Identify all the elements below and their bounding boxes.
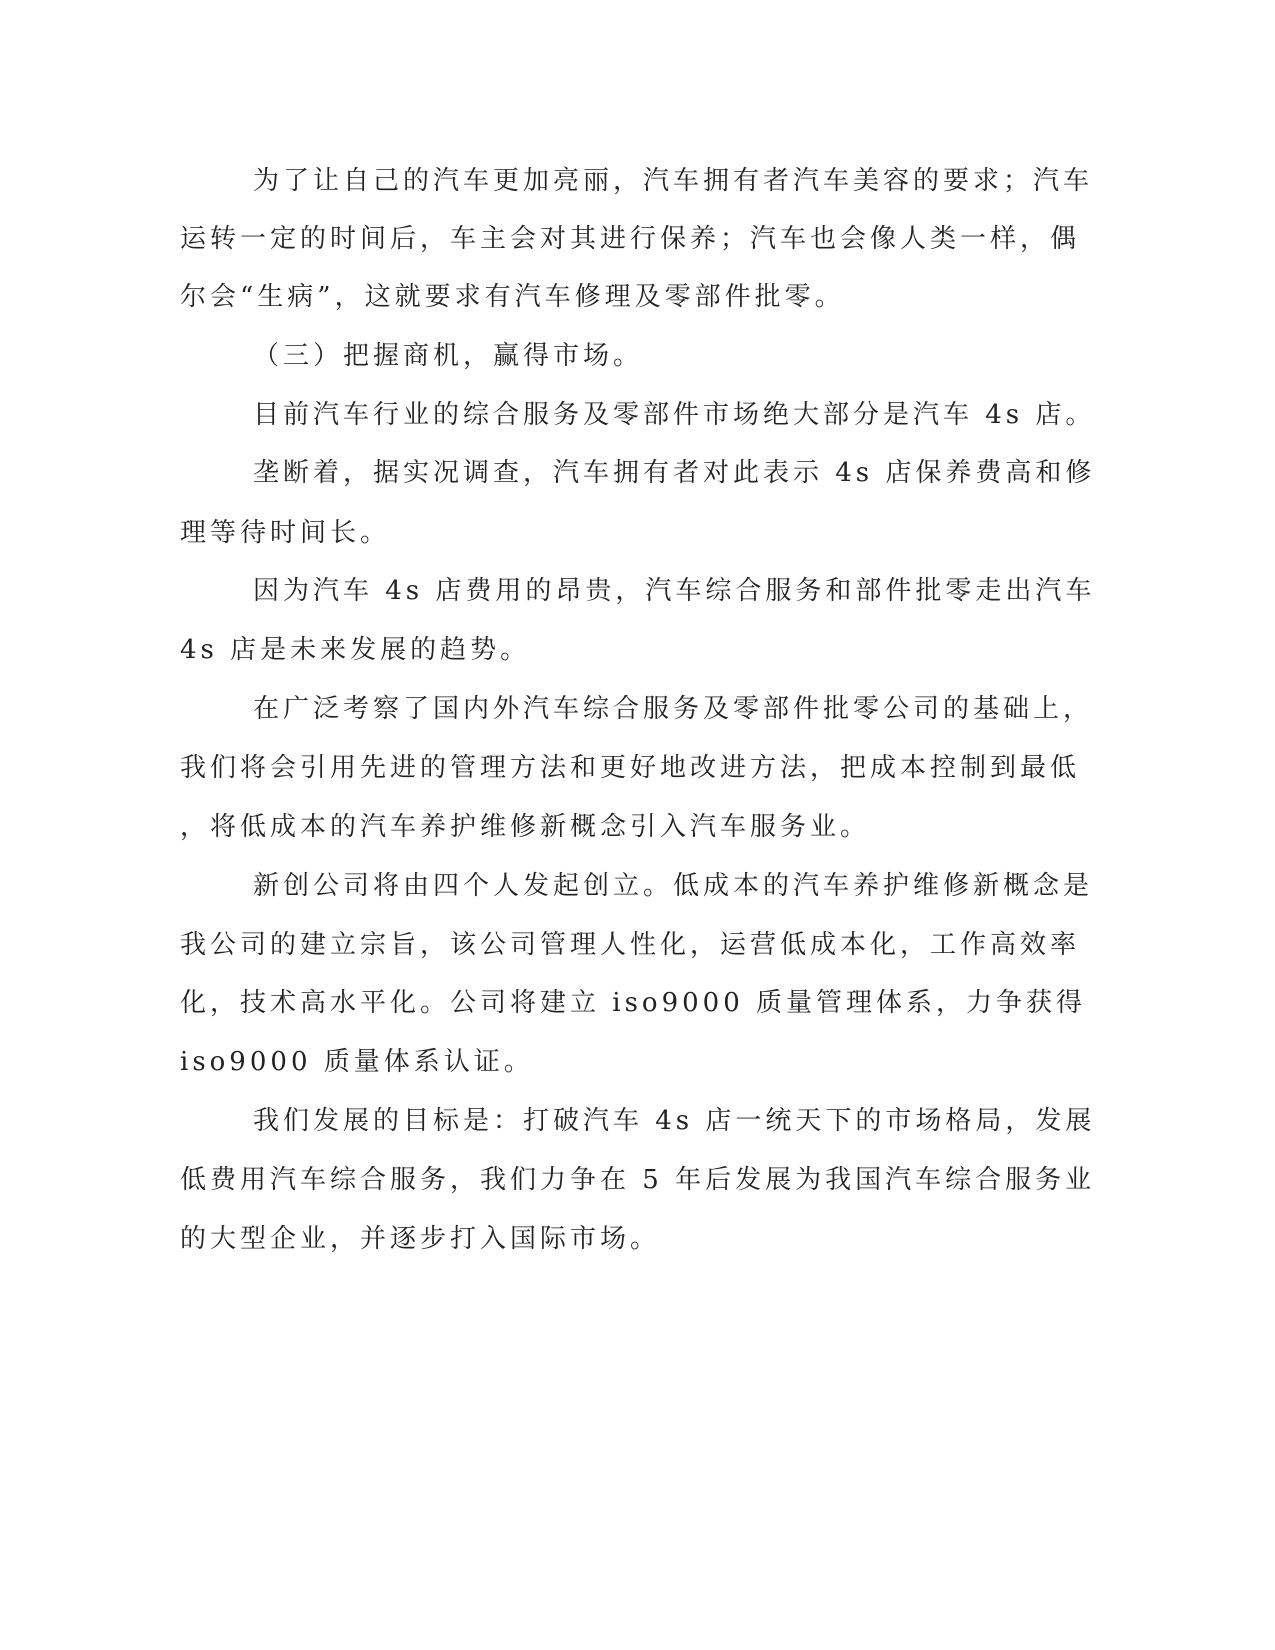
text-line: 新创公司将由四个人发起创立。低成本的汽车养护维修新概念是 <box>253 871 1094 901</box>
text-line: 在广泛考察了国内外汽车综合服务及零部件批零公司的基础上， <box>253 694 1094 724</box>
text-line: 理等待时间长。 <box>180 518 391 548</box>
text-line: iso9000 质量体系认证。 <box>180 1047 534 1077</box>
text-line: 4s 店是未来发展的趋势。 <box>180 635 531 665</box>
text-line: 低费用汽车综合服务，我们力争在 5 年后发展为我国汽车综合服务业 <box>180 1165 1096 1195</box>
text-line: 的大型企业，并逐步打入国际市场。 <box>180 1224 661 1254</box>
text-line: 我公司的建立宗旨，该公司管理人性化，运营低成本化，工作高效率 <box>180 930 1081 960</box>
section-heading: （三）把握商机，赢得市场。 <box>253 341 644 371</box>
text-line: 化，技术高水平化。公司将建立 iso9000 质量管理体系，力争获得 <box>180 988 1087 1018</box>
text-line: 尔会“生病”，这就要求有汽车修理及零部件批零。 <box>180 282 845 312</box>
text-line: 目前汽车行业的综合服务及零部件市场绝大部分是汽车 4s 店。 <box>253 400 1096 430</box>
text-line: 我们将会引用先进的管理方法和更好地改进方法，把成本控制到最低 <box>180 753 1081 783</box>
text-line: 为了让自己的汽车更加亮丽，汽车拥有者汽车美容的要求；汽车 <box>253 166 1094 196</box>
text-line: ，将低成本的汽车养护维修新概念引入汽车服务业。 <box>180 812 871 842</box>
text-line: 运转一定的时间后，车主会对其进行保养；汽车也会像人类一样，偶 <box>180 224 1081 254</box>
text-line: 因为汽车 4s 店费用的昂贵，汽车综合服务和部件批零走出汽车 <box>253 576 1096 606</box>
text-line: 垄断着，据实况调查，汽车拥有者对此表示 4s 店保养费高和修 <box>253 458 1096 488</box>
text-line: 我们发展的目标是：打破汽车 4s 店一统天下的市场格局，发展 <box>253 1106 1096 1136</box>
